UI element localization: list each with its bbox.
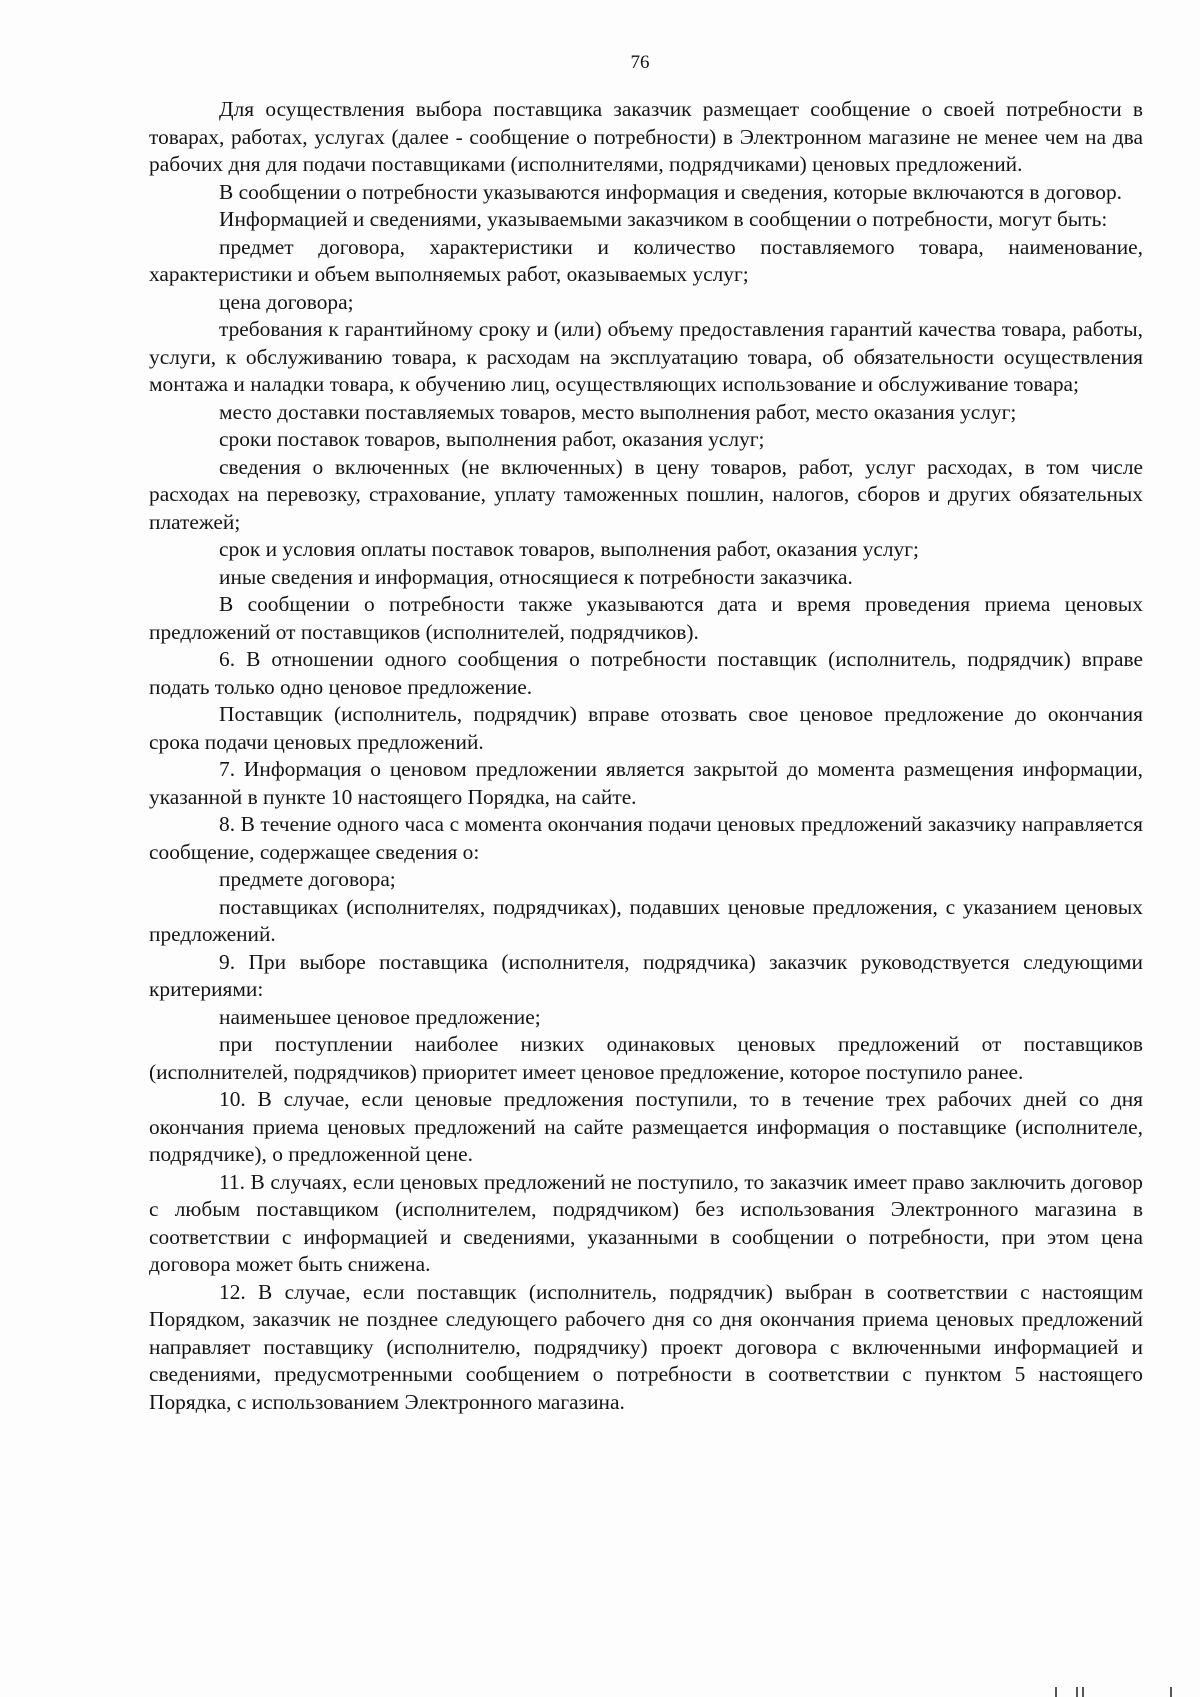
paragraph: Информацией и сведениями, указываемыми заказчиком в сообщении о потребности, могут быть: [219,207,1108,231]
paragraph: при поступлении наиболее низких одинаковых ценовых предложений от поставщиков (исполнителей, подрядчиков) приоритет имеет ценовое предложение, которое поступило ранее. [149,1032,1143,1084]
paragraph: требования к гарантийному сроку и (или) объему предоставления гарантий качества товара, работы, услуги, к обслуживанию товара, к расходам на эксплуатацию товара, об обязательности осуществления монтажа и наладки товара, к обучению лиц, осуществляющих использование и обслуживание товара; [149,317,1143,396]
paragraph: Поставщик (исполнитель, подрядчик) вправе отозвать свое ценовое предложение до окончания срока подачи ценовых предложений. [149,702,1143,754]
paragraph: место доставки поставляемых товаров, место выполнения работ, место оказания услуг; [219,399,1017,424]
paragraph: 8. В течение одного часа с момента окончания подачи ценовых предложений заказчику направляется сообщение, содержащее сведения о: [149,812,1143,864]
paragraph: поставщиках (исполнителях, подрядчиках), подавших ценовые предложения, с указанием ценовых предложений. [149,894,1143,946]
paragraph: Для осуществления выбора поставщика заказчик размещает сообщение о своей потребности в товарах, работах, услугах (далее - сообщение о потребности) в Электронном магазине не менее чем на два рабочих дня для подачи поставщиками (исполнителями, подрядчиками) ценовых предложений. [149,97,1143,176]
scan-artifact [1170,1687,1172,1697]
paragraph: В сообщении о потребности указываются информация и сведения, которые включаются в договор. [219,179,1123,204]
paragraph: В сообщении о потребности также указываются дата и время проведения приема ценовых предложений от поставщиков (исполнителей, подрядчиков). [149,592,1143,644]
paragraph: 11. В случаях, если ценовых предложений не поступило, то заказчик имеет право заключить договор с любым поставщиком (исполнителем, подрядчиком) без использования Электронного магазина в соответствии с информацией и сведениями, указанными в сообщении о потребности, при этом цена договора может быть снижена. [149,1169,1143,1276]
paragraph: сведения о включенных (не включенных) в цену товаров, работ, услуг расходах, в том числе расходах на перевозку, страхование, уплату таможенных пошлин, налогов, сборов и других обязательных платежей; [149,454,1143,534]
paragraph: 9. При выборе поставщика (исполнителя, подрядчика) заказчик руководствуется следующими критериями: [149,949,1143,1001]
paragraph: предмет договора, характеристики и количество поставляемого товара, наименование, характеристики и объем выполняемых работ, оказываемых услуг; [149,234,1143,286]
paragraph: 12. В случае, если поставщик (исполнитель, подрядчик) выбран в соответствии с настоящим Порядком, заказчик не позднее следующего рабочего дня со дня окончания приема ценовых предложений направляет поставщику (исполнителю, подрядчику) проект договора с включенными информацией и сведениями, предусмотренными сообщением о потребности в соответствии с пунктом 5 настоящего Порядка, с использованием Электронного магазина. [149,1279,1143,1414]
paragraph: сроки поставок товаров, выполнения работ, оказания услуг; [219,427,765,451]
scan-artifact [1076,1687,1078,1697]
paragraph: наименьшее ценовое предложение; [219,1004,541,1029]
paragraph: 6. В отношении одного сообщения о потребности поставщик (исполнитель, подрядчик) вправе подать только одно ценовое предложение. [149,647,1143,699]
paragraph: предмете договора; [219,867,396,891]
scan-artifact [1082,1687,1084,1697]
document-body [149,96,1143,1416]
paragraph: цена договора; [219,289,354,314]
paragraph: 7. Информация о ценовом предложении является закрытой до момента размещения информации, указанной в пункте 10 настоящего Порядка, на сайте. [149,757,1143,809]
paragraph: срок и условия оплаты поставок товаров, выполнения работ, оказания услуг; [219,537,919,561]
page-number: 76 [630,52,650,73]
paragraph: 10. В случае, если ценовые предложения поступили, то в течение трех рабочих дней со дня окончания приема ценовых предложений на сайте размещается информация о поставщике (исполнителе, подрядчике), о предложенной цене. [149,1087,1143,1166]
paragraph: иные сведения и информация, относящиеся к потребности заказчика. [219,564,853,589]
scan-artifact [1055,1687,1057,1697]
